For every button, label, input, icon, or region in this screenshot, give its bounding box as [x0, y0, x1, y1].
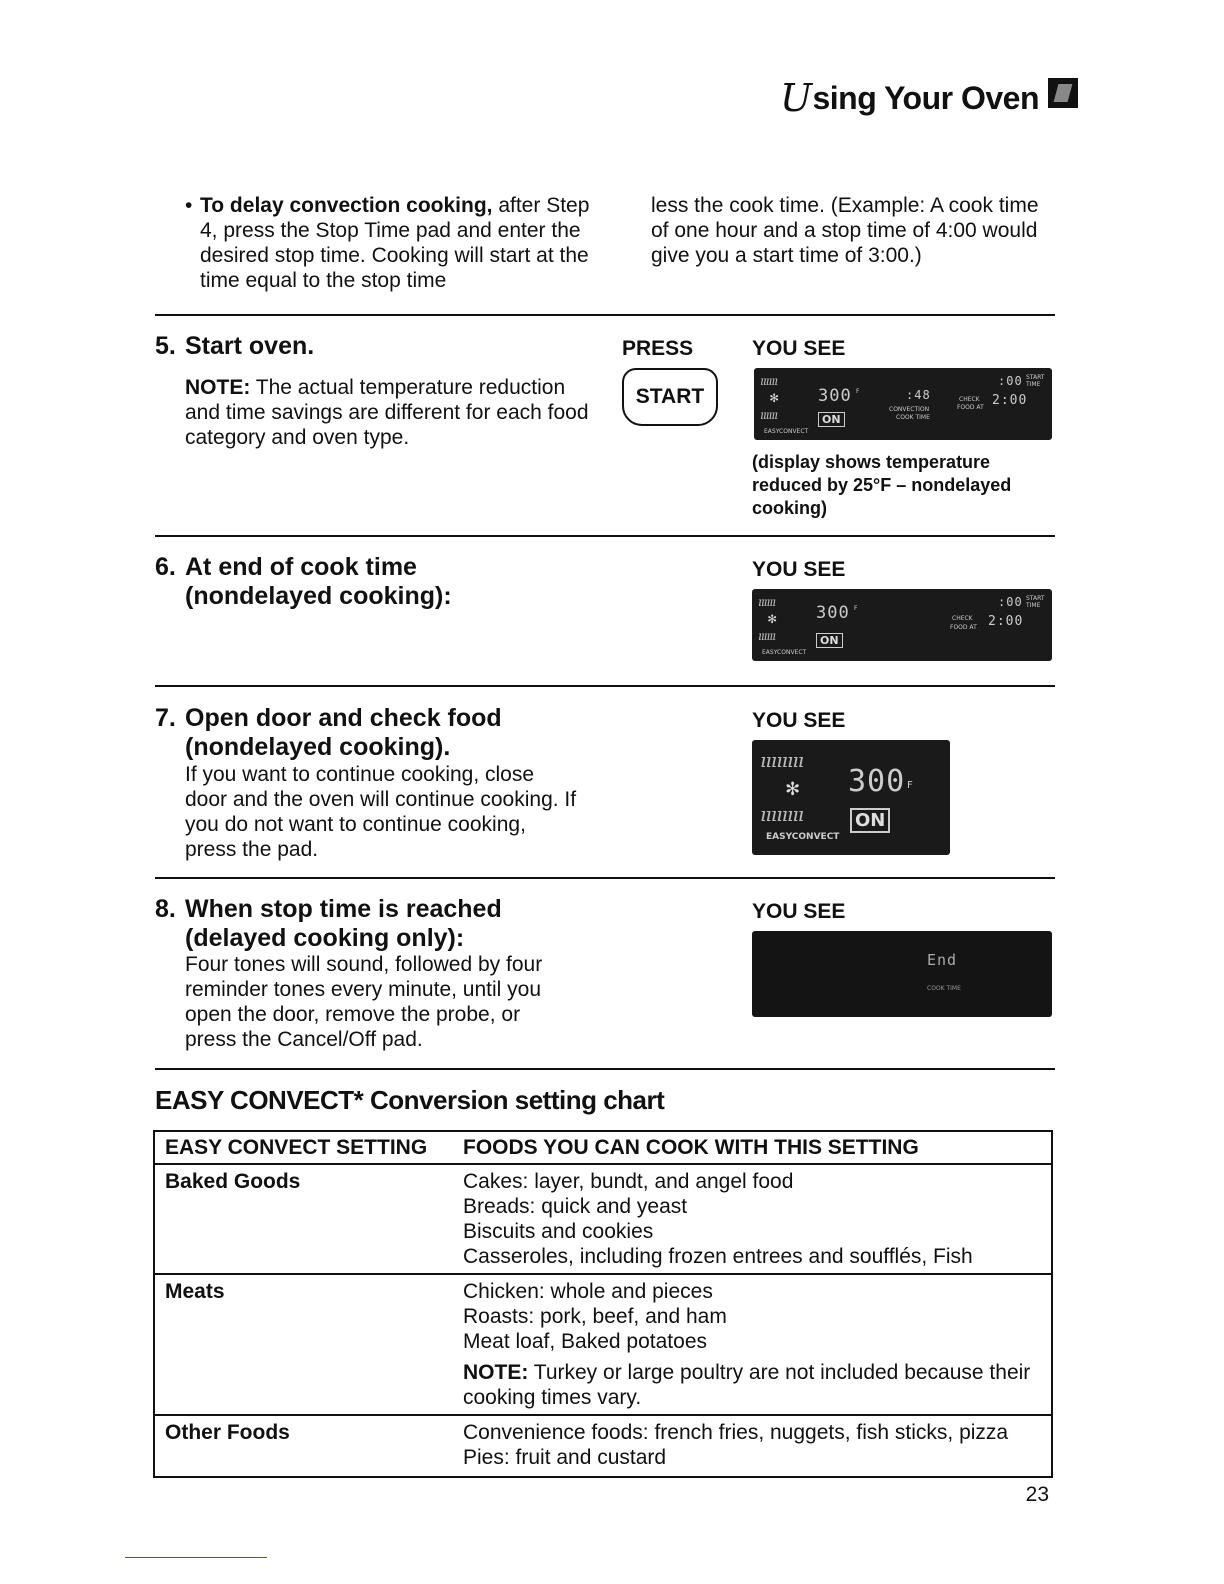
step-8-body: Four tones will sound, followed by four reminder tones every minute, until you open the door, remove the probe, or press the Cancel/Off pad. [185, 953, 543, 1051]
food-item: Biscuits and cookies [463, 1220, 654, 1243]
table-row [154, 1274, 1052, 1415]
divider [155, 685, 1055, 687]
food-item: Casseroles, including frozen entrees and soufflés, Fish [463, 1245, 973, 1268]
setting-cell: Other Foods [154, 1415, 453, 1477]
step-5-number: 5. [155, 332, 176, 360]
oven-display-step7 [752, 740, 950, 855]
check-label: CHECK [952, 615, 973, 622]
oven-display-step6 [752, 589, 1052, 661]
on-indicator: ON [818, 412, 845, 427]
divider [155, 877, 1055, 879]
food-item: Roasts: pork, beef, and ham [463, 1305, 727, 1328]
temp-readout: 300 [816, 603, 850, 623]
fan-icon: ✻ [770, 390, 779, 406]
note-text: Turkey or large poultry are not included because their cooking times vary. [463, 1361, 1031, 1409]
heat-wave-icon: ıııııııı [760, 748, 804, 772]
start-readout: :00 [998, 595, 1023, 609]
step-7-title-l2: (nondelayed cooking). [185, 733, 451, 761]
mode-label: EASYCONVECT [766, 832, 840, 842]
heat-wave-icon: ıııııııı [760, 802, 804, 826]
divider [155, 314, 1055, 316]
start-readout: :00 [998, 374, 1023, 388]
section-tab-icon [1048, 78, 1078, 108]
stop-readout: 2:00 [988, 614, 1024, 629]
step-8-title [155, 895, 502, 953]
start-button[interactable]: START [622, 368, 718, 426]
setting-cell: Meats [154, 1274, 453, 1415]
temp-readout: 300 [848, 764, 906, 799]
heat-wave-icon: ıııııı [760, 374, 778, 388]
header-initial: U [779, 76, 812, 120]
note-label: NOTE: [185, 376, 251, 399]
food-item: Chicken: whole and pieces [463, 1280, 713, 1303]
fan-icon: ✻ [786, 776, 800, 801]
step-5-caption: (display shows temperature reduced by 25°F – nondelayed cooking) [752, 452, 1012, 518]
food-item: Pies: fruit and custard [463, 1446, 667, 1469]
you-see-label: YOU SEE [752, 900, 846, 923]
table-header-row [154, 1131, 1052, 1164]
page-header [780, 76, 1039, 120]
press-label: PRESS [622, 337, 694, 360]
intro-right: less the cook time. (Example: A cook time of one hour and a stop time of 4:00 would give you a start time of 3:00.) [651, 194, 1039, 267]
table-row [154, 1164, 1052, 1274]
end-message: End [927, 951, 958, 969]
step-7-title-l1: Open door and check food [185, 704, 502, 732]
divider [155, 1068, 1055, 1070]
intro-bold: To delay convection cooking, [200, 194, 493, 217]
foods-cell [453, 1164, 1052, 1274]
on-indicator: ON [850, 808, 890, 833]
table-row [154, 1415, 1052, 1477]
heat-wave-icon: ıııııı [760, 408, 778, 422]
bullet-icon: • [185, 194, 193, 217]
intro-left-text: after Step 4, press the Stop Time pad and enter the desired stop time. Cooking will start at the time equal to the stop time [200, 194, 590, 292]
cook-time-label: COOK TIME [896, 414, 930, 421]
step-5-title-text: Start oven. [185, 332, 315, 360]
step-7-title [155, 704, 502, 762]
mode-label: EASYCONVECT [764, 428, 809, 435]
mode-label: EASYCONVECT [762, 649, 807, 656]
step-8-number: 8. [155, 895, 176, 923]
setting-cell: Baked Goods [154, 1164, 453, 1274]
temp-unit: F [856, 388, 860, 395]
header-setting: EASY CONVECT SETTING [154, 1131, 453, 1164]
step-6-number: 6. [155, 553, 176, 581]
temp-readout: 300 [818, 386, 852, 406]
cook-time-readout: :48 [906, 388, 931, 402]
food-item: Breads: quick and yeast [463, 1195, 688, 1218]
step-6-title [155, 553, 452, 611]
check-label: CHECK [959, 396, 980, 403]
page-number: 23 [1025, 1483, 1049, 1506]
step-7-body: If you want to continue cooking, close door and the oven will continue cooking. If you do not want to continue cooking, press the pad. [185, 763, 577, 861]
oven-display-step8 [752, 931, 1052, 1017]
oven-display-step5 [754, 368, 1052, 440]
step-6-title-l2: (nondelayed cooking): [185, 582, 452, 610]
you-see-label: YOU SEE [752, 558, 846, 581]
divider [155, 535, 1055, 537]
food-at-label: FOOD AT [957, 404, 984, 411]
food-item: Convenience foods: french fries, nuggets, fish sticks, pizza [463, 1421, 1009, 1444]
cook-time-label: COOK TIME [927, 985, 961, 992]
step-8-title-l1: When stop time is reached [185, 895, 502, 923]
heat-wave-icon: ıııııı [758, 629, 776, 643]
food-at-label: FOOD AT [950, 624, 977, 631]
start-time-label: START TIME [1026, 374, 1045, 388]
start-time-label: START TIME [1026, 595, 1045, 609]
header-foods: FOODS YOU CAN COOK WITH THIS SETTING [453, 1131, 1052, 1164]
food-item: Cakes: layer, bundt, and angel food [463, 1170, 794, 1193]
convection-label: CONVECTION [889, 406, 930, 413]
footer-line [125, 1557, 267, 1558]
heat-wave-icon: ıııııı [758, 595, 776, 609]
intro-left [185, 193, 605, 293]
stop-readout: 2:00 [992, 393, 1028, 408]
step-7-number: 7. [155, 704, 176, 732]
note-label: NOTE: [463, 1361, 529, 1384]
step-5-note [185, 375, 590, 450]
note-text: The actual temperature reduction and time savings are different for each food category and oven type. [185, 376, 589, 449]
you-see-label: YOU SEE [752, 337, 846, 360]
header-title: sing Your Oven [812, 79, 1039, 116]
step-6-title-l1: At end of cook time [185, 553, 417, 581]
foods-cell [453, 1415, 1052, 1477]
food-item: Meat loaf, Baked potatoes [463, 1330, 707, 1353]
conversion-table [153, 1130, 1053, 1478]
foods-cell [453, 1274, 1052, 1415]
temp-unit: F [854, 605, 858, 612]
chart-title: EASY CONVECT* Conversion setting chart [155, 1085, 665, 1115]
on-indicator: ON [816, 633, 843, 648]
fan-icon: ✻ [768, 611, 777, 627]
step-5-title [155, 332, 315, 361]
step-8-title-l2: (delayed cooking only): [185, 924, 465, 952]
you-see-label: YOU SEE [752, 709, 846, 732]
meats-note [463, 1360, 1041, 1410]
temp-unit: F [907, 780, 913, 791]
